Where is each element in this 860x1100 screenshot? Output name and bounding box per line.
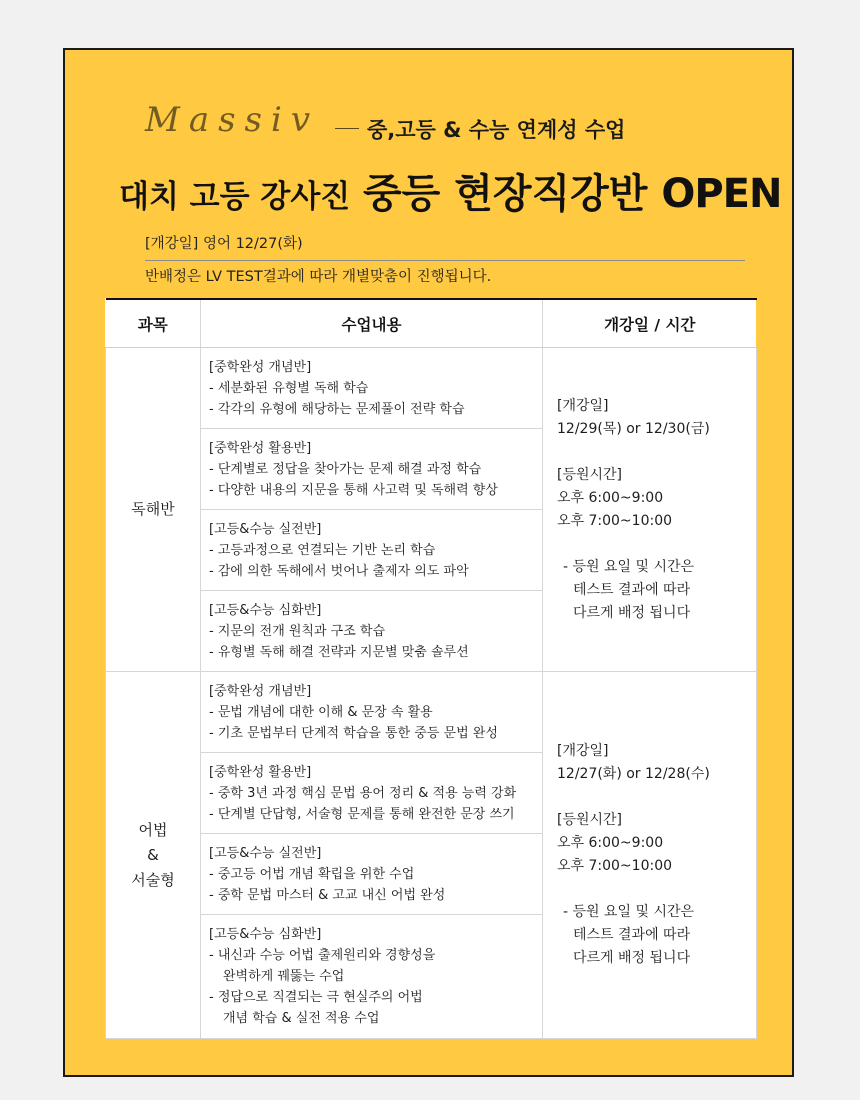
- course-cell: [201, 510, 543, 591]
- subject-line: 독해반: [131, 500, 175, 518]
- course-cell: [201, 915, 543, 1039]
- assignment-info: 반배정은 LV TEST결과에 따라 개별맞춤이 진행됩니다.: [145, 269, 492, 285]
- table-row: [106, 672, 757, 753]
- course-cell: [201, 672, 543, 753]
- note-line: - 등원 요일 및 시간은: [563, 558, 695, 575]
- course-line: - 감에 의한 독해에서 벗어나 출제자 의도 파악: [209, 563, 469, 579]
- subject-line: 어법: [138, 820, 168, 839]
- course-line: - 다양한 내용의 지문을 통해 사고력 및 독해력 향상: [209, 482, 498, 498]
- course-line: - 세분화된 유형별 독해 학습: [209, 380, 369, 396]
- course-name: [중학완성 개념반]: [209, 359, 312, 375]
- time-slot: 오후 6:00~9:00: [557, 835, 664, 851]
- course-line: 개념 학습 & 실전 적용 수업: [223, 1011, 380, 1026]
- course-name: [고등&수능 실전반]: [209, 845, 322, 861]
- course-name: [중학완성 개념반]: [209, 683, 312, 699]
- header-time: 개강일 / 시간: [543, 299, 757, 348]
- header-content: 수업내용: [201, 299, 543, 348]
- schedule-table: [105, 298, 756, 1039]
- time-slot: 오후 7:00~10:00: [557, 858, 673, 874]
- course-cell: [201, 834, 543, 915]
- open-label: [개강일]: [557, 743, 609, 759]
- header-subject: 과목: [106, 299, 201, 348]
- hours-label: [등원시간]: [557, 812, 623, 828]
- table-row: [106, 348, 757, 429]
- note-line: - 등원 요일 및 시간은: [563, 904, 695, 920]
- course-name: [고등&수능 심화반]: [209, 602, 322, 618]
- course-line: - 고등과정으로 연결되는 기반 논리 학습: [209, 542, 436, 558]
- time-slot: 오후 6:00~9:00: [557, 489, 664, 506]
- course-cell: [201, 348, 543, 429]
- course-line: - 각각의 유형에 해당하는 문제풀이 전략 학습: [209, 401, 465, 417]
- subject-line: &: [147, 845, 159, 864]
- page-title: [119, 162, 781, 219]
- note-line: 다르게 배정 됩니다: [573, 604, 691, 621]
- hours-label: [등원시간]: [557, 466, 623, 483]
- time-cell-grammar: [543, 672, 757, 1039]
- course-cell: [201, 753, 543, 834]
- subject-grammar: [106, 672, 201, 1039]
- course-line: - 중고등 어법 개념 확립을 위한 수업: [209, 866, 415, 882]
- course-name: [고등&수능 실전반]: [209, 521, 322, 537]
- table-header-row: [106, 299, 757, 348]
- note-line: 테스트 결과에 따라: [573, 927, 691, 943]
- logo-underline: [335, 128, 359, 129]
- course-name: [고등&수능 심화반]: [209, 927, 322, 942]
- course-line: - 문법 개념에 대한 이해 & 문장 속 활용: [209, 704, 433, 720]
- subject-line: 서술형: [131, 870, 175, 889]
- poster: [63, 48, 794, 1077]
- title-part2: 중등 현장직강반: [363, 171, 662, 217]
- course-line: - 내신과 수능 어법 출제원리와 경향성을: [209, 948, 436, 963]
- course-line: - 단계별로 정답을 찾아가는 문제 해결 과정 학습: [209, 461, 482, 477]
- subtitle: 중,고등 & 수능 연계성 수업: [367, 118, 626, 142]
- title-part1: 대치 고등 강사진: [119, 179, 361, 215]
- course-line: - 중학 3년 과정 핵심 문법 용어 정리 & 적용 능력 강화: [209, 785, 517, 801]
- note-line: 다르게 배정 됩니다: [573, 950, 691, 966]
- time-cell-reading: [543, 348, 757, 672]
- open-dates: 12/27(화) or 12/28(수): [557, 766, 710, 782]
- title-open: OPEN: [661, 171, 782, 217]
- open-label: [개강일]: [557, 397, 609, 414]
- time-slot: 오후 7:00~10:00: [557, 512, 673, 529]
- note-line: 테스트 결과에 따라: [573, 581, 691, 598]
- course-line: - 유형별 독해 해결 전략과 지문별 맞춤 솔루션: [209, 644, 469, 660]
- course-line: - 지문의 전개 원칙과 구조 학습: [209, 623, 386, 639]
- course-name: [중학완성 활용반]: [209, 440, 312, 456]
- course-line: - 중학 문법 마스터 & 고교 내신 어법 완성: [209, 887, 446, 903]
- open-date-info: [개강일] 영어 12/27(화): [145, 236, 303, 252]
- course-line: - 정답으로 직결되는 극 현실주의 어법: [209, 990, 423, 1005]
- massiv-logo: Massiv: [145, 100, 320, 140]
- subject-reading: [106, 348, 201, 672]
- course-line: - 기초 문법부터 단계적 학습을 통한 중등 문법 완성: [209, 725, 498, 741]
- course-line: - 단계별 단답형, 서술형 문제를 통해 완전한 문장 쓰기: [209, 806, 515, 822]
- course-cell: [201, 429, 543, 510]
- open-dates: 12/29(목) or 12/30(금): [557, 420, 710, 437]
- course-line: 완벽하게 꿰뚫는 수업: [223, 969, 345, 984]
- course-name: [중학완성 활용반]: [209, 764, 312, 780]
- course-cell: [201, 591, 543, 672]
- divider: [145, 260, 745, 261]
